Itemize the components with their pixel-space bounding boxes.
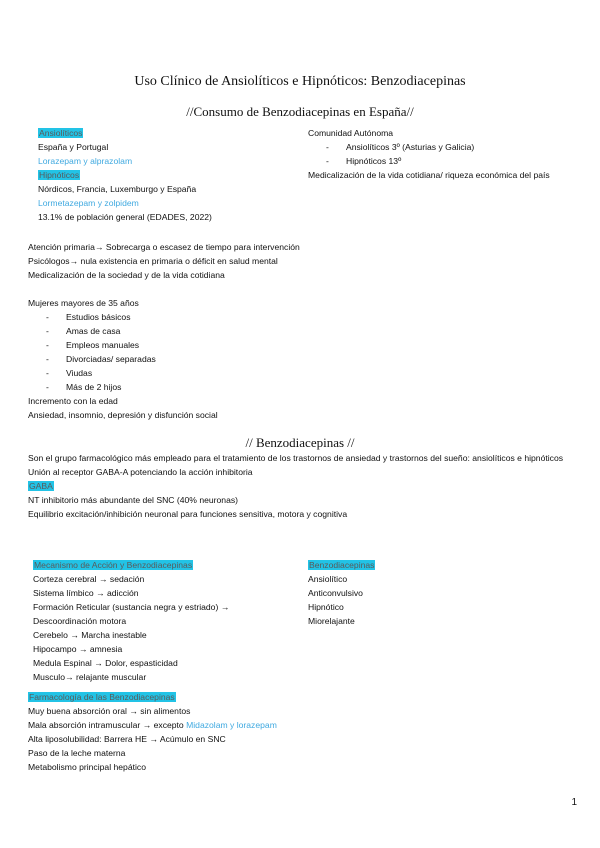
farmaco-line: Alta liposolubilidad: Barrera HE → Acúmulo en SNC (28, 734, 226, 744)
mecanismo-block (33, 558, 229, 684)
tail-line: Ansiedad, insomnio, depresión y disfunción social (28, 410, 218, 420)
mecanismo-item: Formación Reticular (sustancia negra y estriado) → (33, 602, 230, 612)
label-farmacologia: Farmacología de las Benzodiacepinas (29, 692, 175, 702)
list-item: - Viudas (28, 366, 218, 380)
label-mecanismo: Mecanismo de Acción y Benzodiacepinas (34, 560, 193, 570)
list-item: - Estudios básicos (28, 310, 218, 324)
union-line: Unión al receptor GABA-A potenciando la acción inhibitoria (28, 467, 253, 477)
ansioliticos-drugs: Lorazepam y alprazolam (38, 156, 133, 166)
tail-line: Incremento con la edad (28, 396, 118, 406)
mecanismo-item: Medula Espinal → Dolor, espasticidad (33, 658, 178, 668)
list-item: - Amas de casa (28, 324, 218, 338)
hipnoticos-drugs: Lormetazepam y zolpidem (38, 198, 139, 208)
farmaco-line: Metabolismo principal hepático (28, 762, 146, 772)
gaba-line: Equilibrio excitación/inhibición neuronal para funciones sensitiva, motora y cognitiva (28, 509, 348, 519)
mujeres-heading: Mujeres mayores de 35 años (28, 298, 139, 308)
poblacion-stat: 13.1% de población general (EDADES, 2022) (38, 212, 212, 222)
farmaco-line: Paso de la leche materna (28, 748, 126, 758)
comunidad-note: Medicalización de la vida cotidiana/ riqueza económica del país (308, 170, 550, 180)
farmaco-line-highlight: Midazolam y lorazepam (186, 720, 277, 730)
effect-item: Anticonvulsivo (308, 588, 363, 598)
farmaco-line-intramuscular (28, 718, 277, 732)
label-gaba: GABA (29, 481, 53, 491)
label-benzodiacepinas: Benzodiacepinas (309, 560, 375, 570)
comunidad-list (308, 140, 550, 168)
effect-item: Ansiolítico (308, 574, 348, 584)
hipnoticos-countries: Nórdicos, Francia, Luxemburgo y España (38, 184, 197, 194)
label-hipnoticos: Hipnóticos (39, 170, 80, 180)
benzo-effects-block (308, 558, 375, 628)
cause-line: Atención primaria→ Sobrecarga o escasez de tiempo para intervención (28, 242, 300, 252)
benzo-intro-block (28, 451, 568, 521)
list-item: - Ansiolíticos 3º (Asturias y Galicia) (308, 140, 550, 154)
causes-block (28, 240, 300, 282)
page-number: 1 (571, 797, 577, 808)
mecanismo-item: Musculo→ relajante muscular (33, 672, 147, 682)
list-item: - Más de 2 hijos (28, 380, 218, 394)
effect-item: Hipnótico (308, 602, 344, 612)
effect-item: Miorelajante (308, 616, 355, 626)
mecanismo-item: Hipocampo → amnesia (33, 644, 123, 654)
consumo-right-column (308, 126, 550, 182)
consumo-left-column (38, 126, 212, 224)
label-ansioliticos: Ansiolíticos (39, 128, 83, 138)
section-heading-benzodiacepinas: // Benzodiacepinas // (245, 435, 355, 450)
benzo-intro: Son el grupo farmacológico más empleado para el tratamiento de los trastornos de ansiedad y trastornos del sueño: ansiolíticos e hipnóticos (28, 453, 564, 463)
list-item: - Empleos manuales (28, 338, 218, 352)
mecanismo-item: Corteza cerebral → sedación (33, 574, 145, 584)
page-title: Uso Clínico de Ansiolíticos e Hipnóticos: Benzodiacepinas (134, 74, 466, 89)
farmaco-line: Muy buena absorción oral → sin alimentos (28, 706, 191, 716)
list-item: - Hipnóticos 13º (308, 154, 550, 168)
gaba-line: NT inhibitorio más abundante del SNC (40% neuronas) (28, 495, 239, 505)
farmacologia-block (28, 690, 277, 774)
list-item: - Divorciadas/ separadas (28, 352, 218, 366)
comunidad-heading: Comunidad Autónoma (308, 128, 394, 138)
cause-line: Psicólogos→ nula existencia en primaria o déficit en salud mental (28, 256, 278, 266)
mujeres-list (28, 310, 218, 394)
mecanismo-item: Descoordinación motora (33, 616, 127, 626)
mujeres-block (28, 296, 218, 422)
cause-line: Medicalización de la sociedad y de la vida cotidiana (28, 270, 225, 280)
mecanismo-item: Cerebelo → Marcha inestable (33, 630, 147, 640)
section-heading-consumo: //Consumo de Benzodiacepinas en España// (186, 104, 414, 119)
ansioliticos-countries: España y Portugal (38, 142, 109, 152)
mecanismo-item: Sistema límbico → adicción (33, 588, 139, 598)
farmaco-line-prefix: Mala absorción intramuscular → excepto (28, 720, 187, 730)
